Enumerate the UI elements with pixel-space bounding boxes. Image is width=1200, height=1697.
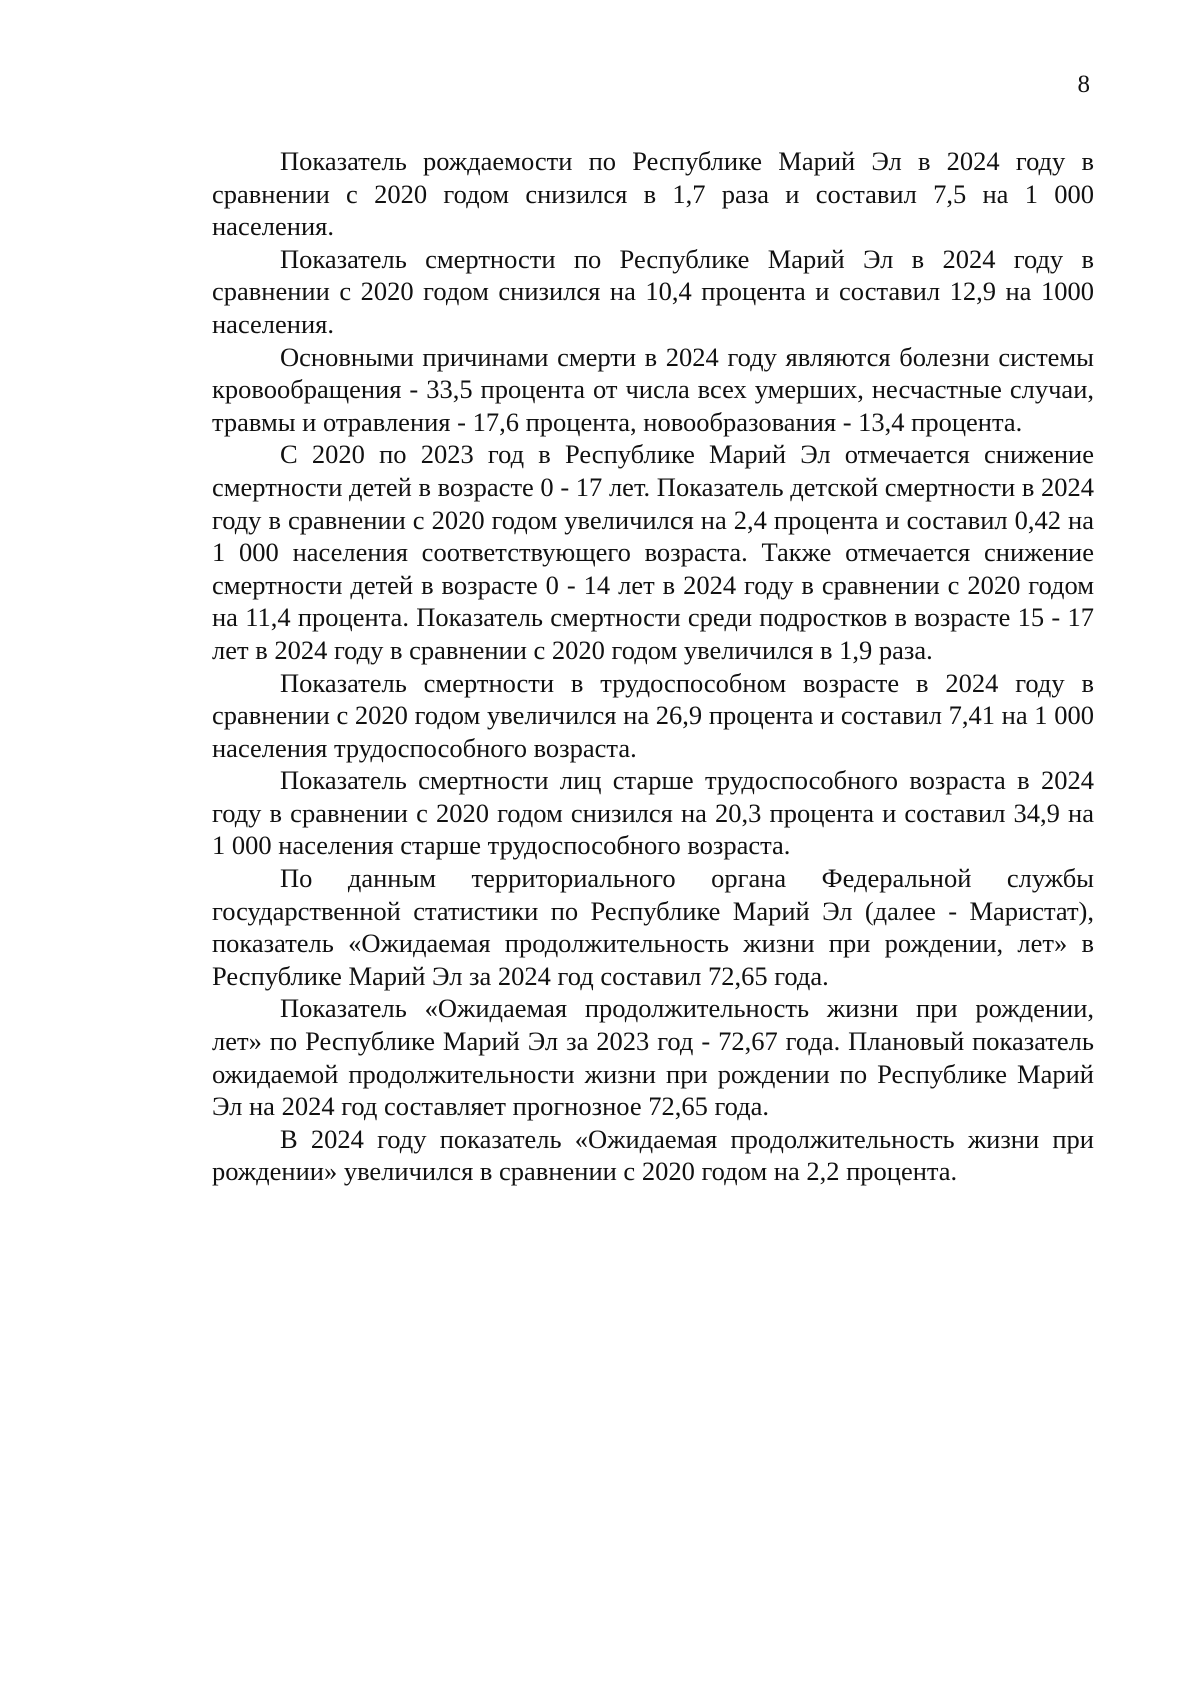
paragraph-working-age-mortality: Показатель смертности в трудоспособном возрасте в 2024 году в сравнении с 2020 годом увеличился на 26,9 процента и составил 7,41 на 1 000 населения трудоспособного возраста. bbox=[212, 667, 1094, 763]
paragraph-older-age-mortality: Показатель смертности лиц старше трудоспособного возраста в 2024 году в сравнении с 2020 годом снизился на 20,3 процента и составил 34,9 на 1 000 населения старше трудоспособного возраста. bbox=[212, 765, 1094, 861]
paragraph-causes-of-death: Основными причинами смерти в 2024 году являются болезни системы кровообращения - 33,5 процента от числа всех умерших, несчастные случаи, травмы и отравления - 17,6 процента, новообразования - 13,4 процента. bbox=[212, 341, 1094, 437]
paragraph-life-expectancy-plan: Показатель «Ожидаемая продолжительность жизни при рождении, лет» по Республике Марий Эл за 2023 год - 72,67 года. Плановый показатель ожидаемой продолжительности жизни при рождении по Республике Марий Эл на 2024 год составляет прогнозное 72,65 года. bbox=[212, 993, 1094, 1122]
page-number: 8 bbox=[1077, 71, 1090, 98]
paragraph-life-expectancy-growth: В 2024 году показатель «Ожидаемая продолжительность жизни при рождении» увеличился в сравнении с 2020 годом на 2,2 процента. bbox=[212, 1123, 1094, 1187]
paragraph-birth-rate: Показатель рождаемости по Республике Марий Эл в 2024 году в сравнении с 2020 годом снизился в 1,7 раза и составил 7,5 на 1 000 населения. bbox=[212, 146, 1094, 242]
paragraph-mortality-rate: Показатель смертности по Республике Марий Эл в 2024 году в сравнении с 2020 годом снизился на 10,4 процента и составил 12,9 на 1000 населения. bbox=[212, 243, 1094, 339]
paragraph-child-mortality: С 2020 по 2023 год в Республике Марий Эл отмечается снижение смертности детей в возрасте 0 - 17 лет. Показатель детской смертности в 2024 году в сравнении с 2020 годом увеличился на 2,4 процента и составил 0,42 на 1 000 населения соответствующего возраста. Также отмечается снижение смертности детей в возрасте 0 - 14 лет в 2024 году в сравнении с 2020 годом на 11,4 процента. Показатель смертности среди подростков в возрасте 15 - 17 лет в 2024 году в сравнении с 2020 годом увеличился в 1,9 раза. bbox=[212, 439, 1094, 665]
paragraph-life-expectancy-2024: По данным территориального органа Федеральной службы государственной статистики по Республике Марий Эл (далее - Маристат), показатель «Ожидаемая продолжительность жизни при рождении, лет» в Республике Марий Эл за 2024 год составил 72,65 года. bbox=[212, 863, 1094, 991]
document-body bbox=[212, 145, 1094, 1188]
